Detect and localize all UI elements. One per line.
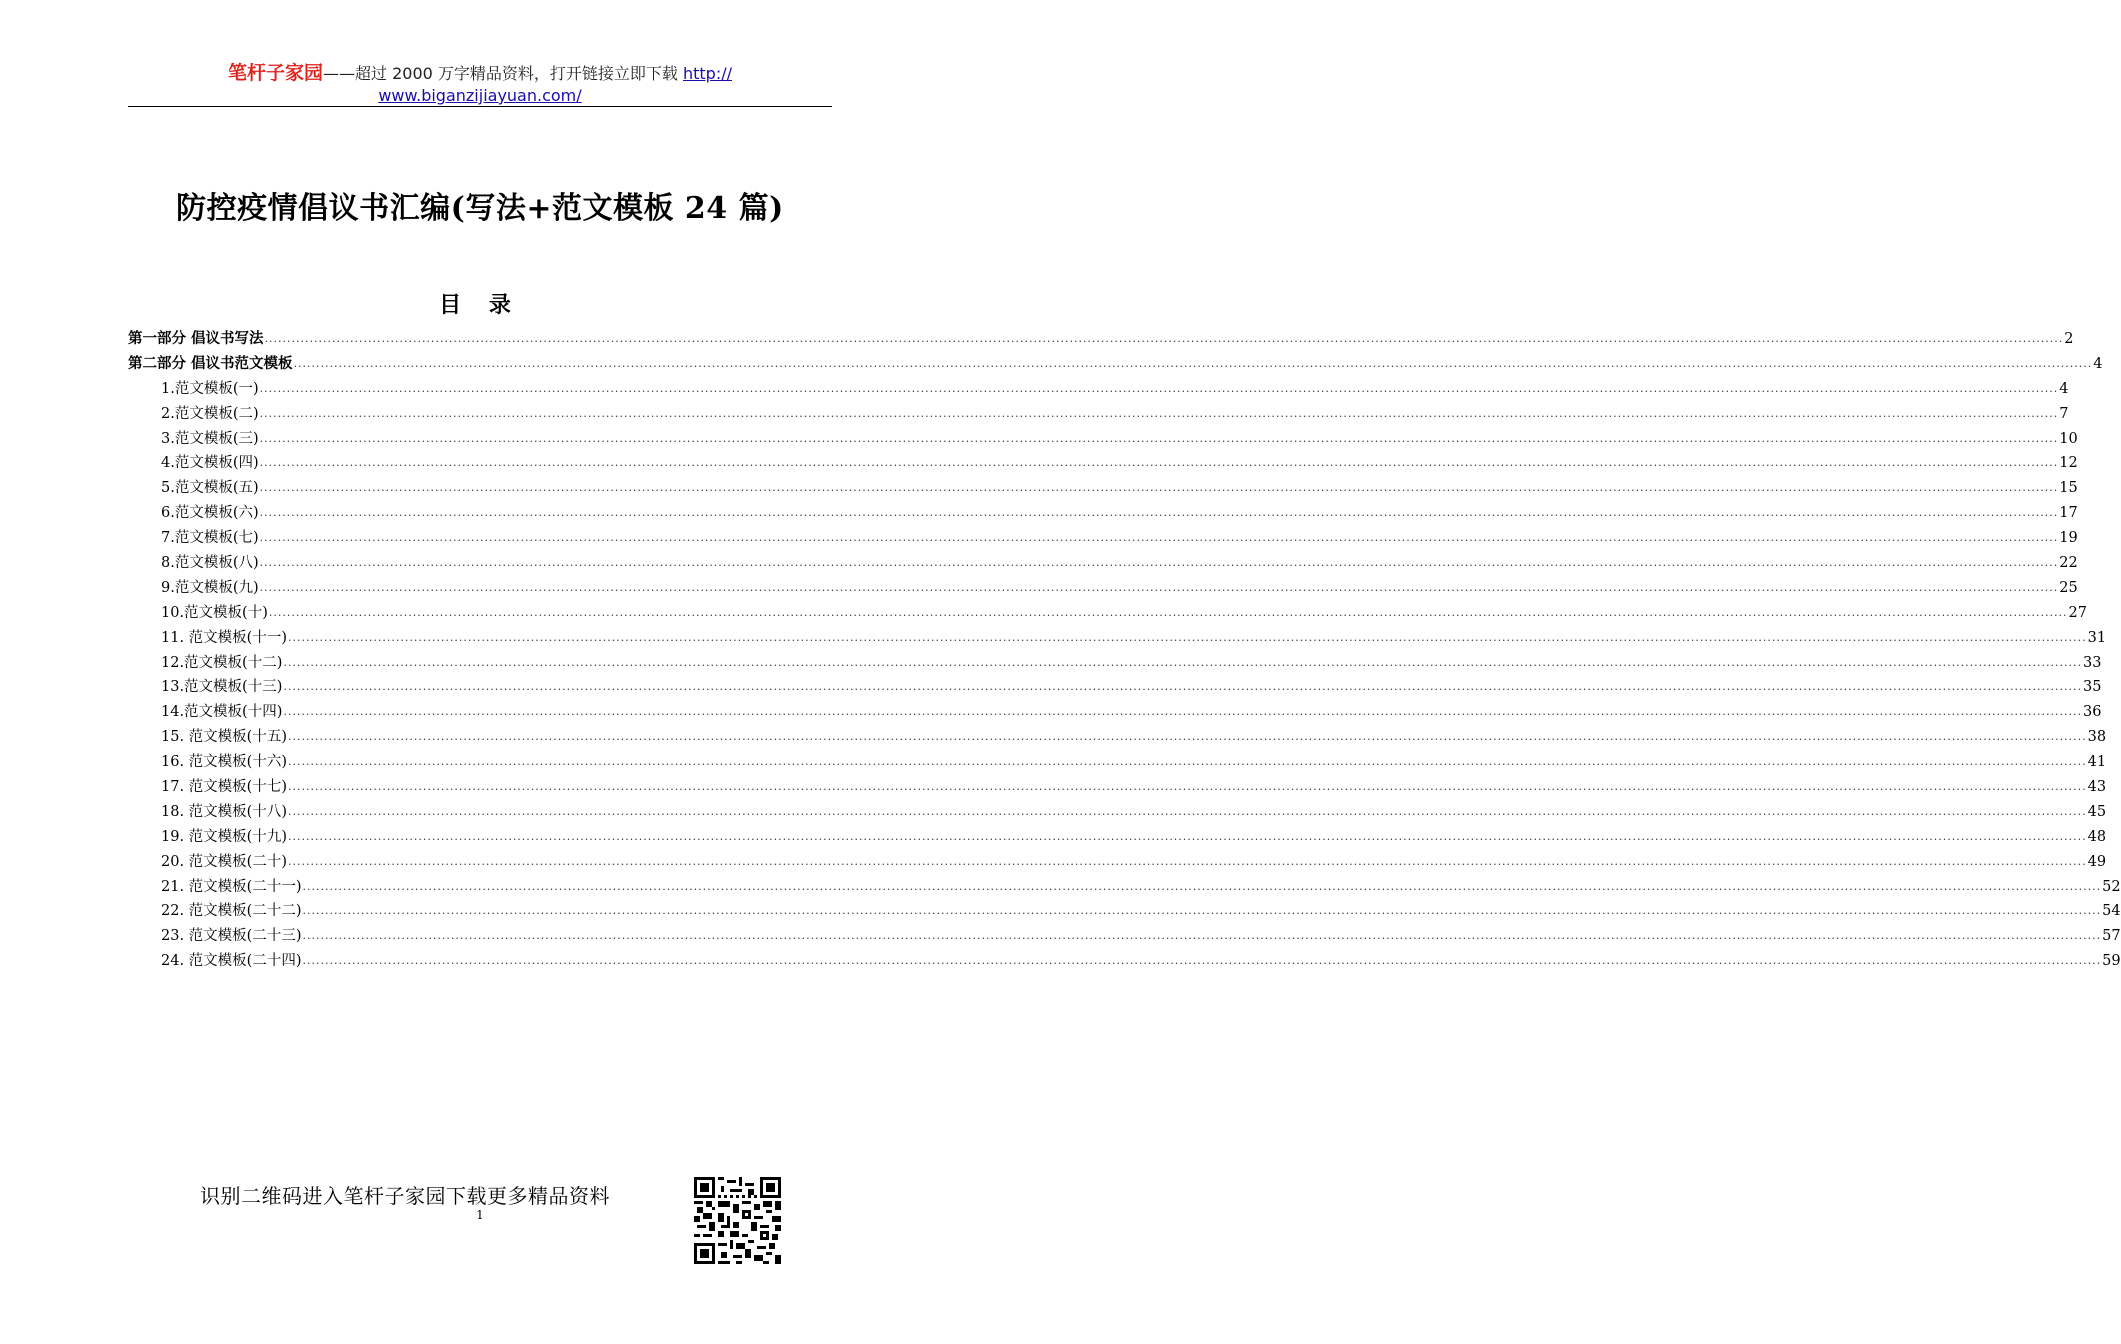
toc-entry-title: 18. 范文模板(十八) [161, 803, 287, 820]
toc-dot-leader: ................................................................................................................................................................................................................................................................................................................................................................................................................ [302, 879, 2102, 893]
toc-entry-page-number: 22 [2059, 555, 2078, 571]
toc-entry-page-number: 31 [2087, 629, 2107, 646]
toc-entry[interactable] [128, 451, 2078, 476]
toc-dot-leader: ................................................................................................................................................................................................................................................................................................................................................................................................................ [259, 531, 2059, 545]
toc-entry-title: 2.范文模板(二) [161, 405, 259, 422]
qr-code-icon[interactable] [694, 1177, 781, 1264]
toc-dot-leader: ................................................................................................................................................................................................................................................................................................................................................................................................................ [302, 904, 2102, 918]
toc-entry-title: 4.范文模板(四) [161, 455, 259, 472]
toc-dot-leader: ................................................................................................................................................................................................................................................................................................................................................................................................................ [259, 406, 2059, 420]
footer-promo-text: 识别二维码进入笔杆子家园下载更多精品资料 [200, 1184, 610, 1208]
toc-dot-leader: ................................................................................................................................................................................................................................................................................................................................................................................................................ [287, 630, 2087, 644]
toc-entry[interactable] [128, 427, 2078, 452]
toc-dot-leader: ................................................................................................................................................................................................................................................................................................................................................................................................................ [287, 755, 2087, 769]
toc-dot-leader: ................................................................................................................................................................................................................................................................................................................................................................................................................ [259, 556, 2059, 569]
toc-entry-title: 9.范文模板(九) [161, 579, 259, 596]
toc-entry-page-number: 49 [2087, 853, 2107, 870]
page-number: 1 [476, 1208, 484, 1222]
website-link-part1[interactable]: http:// [682, 64, 732, 83]
toc-entry-page-number: 41 [2087, 754, 2107, 771]
toc-entry[interactable] [128, 377, 2069, 402]
toc-entry-page-number: 36 [2083, 704, 2102, 721]
toc-entry[interactable] [128, 551, 2078, 576]
toc-entry[interactable] [128, 850, 2107, 875]
toc-entry[interactable] [128, 501, 2078, 526]
toc-entry-page-number: 17 [2059, 505, 2078, 522]
website-link-part2[interactable]: www.biganzijiayuan.com/ [378, 86, 582, 105]
toc-entry-title: 8.范文模板(八) [161, 555, 259, 571]
toc-dot-leader: ................................................................................................................................................................................................................................................................................................................................................................................................................ [302, 954, 2102, 968]
toc-entry-page-number: 52 [2102, 878, 2121, 895]
toc-entry-title: 6.范文模板(六) [161, 505, 259, 522]
toc-entry-page-number: 4 [2059, 380, 2069, 397]
toc-entry[interactable] [128, 775, 2107, 800]
toc-entry-page-number: 54 [2102, 903, 2121, 920]
toc-entry-page-number: 59 [2102, 953, 2121, 970]
toc-entry-page-number: 4 [2093, 355, 2103, 372]
toc-entry[interactable] [128, 651, 2102, 676]
toc-dot-leader: ................................................................................................................................................................................................................................................................................................................................................................................................................ [259, 481, 2059, 495]
toc-entry[interactable] [128, 800, 2107, 825]
toc-entry-title: 3.范文模板(三) [161, 430, 259, 447]
toc-entry-page-number: 48 [2087, 828, 2107, 845]
toc-dot-leader: ................................................................................................................................................................................................................................................................................................................................................................................................................ [283, 705, 2083, 719]
toc-entry-page-number: 19 [2059, 530, 2078, 547]
toc-entry[interactable] [128, 899, 2121, 924]
toc-entry-page-number: 12 [2059, 455, 2078, 472]
toc-entry[interactable] [128, 875, 2121, 900]
toc-entry[interactable] [128, 476, 2078, 501]
toc-entry-title: 17. 范文模板(十七) [161, 779, 287, 796]
toc-dot-leader: ................................................................................................................................................................................................................................................................................................................................................................................................................ [264, 331, 2064, 345]
toc-entry-title: 19. 范文模板(十九) [161, 828, 287, 845]
toc-entry-title: 15. 范文模板(十五) [161, 729, 287, 746]
toc-dot-leader: ................................................................................................................................................................................................................................................................................................................................................................................................................ [259, 506, 2059, 520]
toc-entry[interactable] [128, 750, 2107, 775]
toc-entry[interactable] [128, 725, 2107, 750]
toc-entry[interactable] [128, 327, 2074, 352]
brand-name: 笔杆子家园 [227, 62, 323, 84]
toc-dot-leader: ................................................................................................................................................................................................................................................................................................................................................................................................................ [287, 854, 2087, 868]
toc-entry-title: 22. 范文模板(二十二) [161, 903, 302, 920]
toc-entry-title: 24. 范文模板(二十四) [161, 953, 302, 970]
toc-entry[interactable] [128, 601, 2087, 626]
toc-entry[interactable] [128, 924, 2121, 949]
toc-entry-page-number: 35 [2083, 679, 2102, 696]
toc-entry-page-number: 10 [2059, 430, 2078, 447]
toc-entry-page-number: 15 [2059, 480, 2078, 497]
toc-entry-title: 13.范文模板(十三) [161, 679, 283, 696]
toc-entry-page-number: 57 [2102, 928, 2121, 945]
toc-entry-page-number: 27 [2068, 604, 2087, 621]
toc-entry[interactable] [128, 576, 2078, 601]
toc-entry-page-number: 7 [2059, 405, 2069, 422]
toc-entry-title: 21. 范文模板(二十一) [161, 878, 302, 895]
toc-entry-title: 10.范文模板(十) [161, 604, 268, 621]
toc-heading: 目 录 [439, 292, 521, 318]
toc-entry[interactable] [128, 949, 2121, 974]
toc-entry-title: 7.范文模板(七) [161, 530, 259, 547]
toc-dot-leader: ................................................................................................................................................................................................................................................................................................................................................................................................................ [259, 381, 2059, 395]
table-of-contents [128, 327, 2121, 974]
header-tagline: ——超过 2000 万字精品资料，打开链接立即下载 [323, 64, 683, 83]
toc-dot-leader: ................................................................................................................................................................................................................................................................................................................................................................................................................ [287, 829, 2087, 843]
toc-dot-leader: ................................................................................................................................................................................................................................................................................................................................................................................................................ [293, 356, 2093, 370]
toc-entry-title: 14.范文模板(十四) [161, 704, 283, 721]
toc-entry[interactable] [128, 825, 2107, 850]
toc-dot-leader: ................................................................................................................................................................................................................................................................................................................................................................................................................ [287, 730, 2087, 744]
header-divider [128, 106, 832, 107]
toc-entry-title: 12.范文模板(十二) [161, 654, 283, 671]
toc-entry[interactable] [128, 402, 2069, 427]
toc-dot-leader: ................................................................................................................................................................................................................................................................................................................................................................................................................ [287, 804, 2087, 818]
toc-entry-title: 11. 范文模板(十一) [161, 629, 287, 646]
document-title: 防控疫情倡议书汇编(写法+范文模板 24 篇) [176, 191, 784, 226]
toc-entry[interactable] [128, 675, 2102, 700]
toc-entry-title: 20. 范文模板(二十) [161, 853, 287, 870]
toc-entry-title: 1.范文模板(一) [161, 380, 259, 397]
toc-entry-title: 16. 范文模板(十六) [161, 754, 287, 771]
toc-entry-title: 5.范文模板(五) [161, 480, 259, 497]
toc-entry-page-number: 25 [2059, 579, 2078, 596]
page-header [128, 62, 832, 107]
toc-dot-leader: ................................................................................................................................................................................................................................................................................................................................................................................................................ [259, 431, 2059, 445]
toc-dot-leader: ................................................................................................................................................................................................................................................................................................................................................................................................................ [259, 580, 2059, 594]
toc-entry[interactable] [128, 626, 2107, 651]
toc-entry-page-number: 43 [2087, 779, 2107, 796]
toc-dot-leader: ................................................................................................................................................................................................................................................................................................................................................................................................................ [302, 929, 2102, 943]
toc-entry-page-number: 33 [2083, 654, 2102, 671]
toc-dot-leader: ................................................................................................................................................................................................................................................................................................................................................................................................................ [259, 456, 2059, 470]
toc-entry-page-number: 45 [2087, 803, 2107, 820]
toc-dot-leader: ................................................................................................................................................................................................................................................................................................................................................................................................................ [283, 655, 2083, 669]
toc-entry-page-number: 38 [2087, 729, 2107, 746]
toc-entry-title: 第二部分 倡议书范文模板 [128, 354, 293, 372]
toc-dot-leader: ................................................................................................................................................................................................................................................................................................................................................................................................................ [287, 780, 2087, 794]
toc-entry[interactable] [128, 352, 2103, 377]
toc-entry-title: 第一部分 倡议书写法 [128, 329, 264, 347]
toc-dot-leader: ................................................................................................................................................................................................................................................................................................................................................................................................................ [283, 680, 2083, 694]
toc-entry-title: 23. 范文模板(二十三) [161, 928, 302, 945]
toc-dot-leader: ................................................................................................................................................................................................................................................................................................................................................................................................................ [268, 605, 2068, 619]
toc-entry[interactable] [128, 700, 2102, 725]
toc-entry-page-number: 2 [2064, 330, 2074, 347]
toc-entry[interactable] [128, 526, 2078, 551]
